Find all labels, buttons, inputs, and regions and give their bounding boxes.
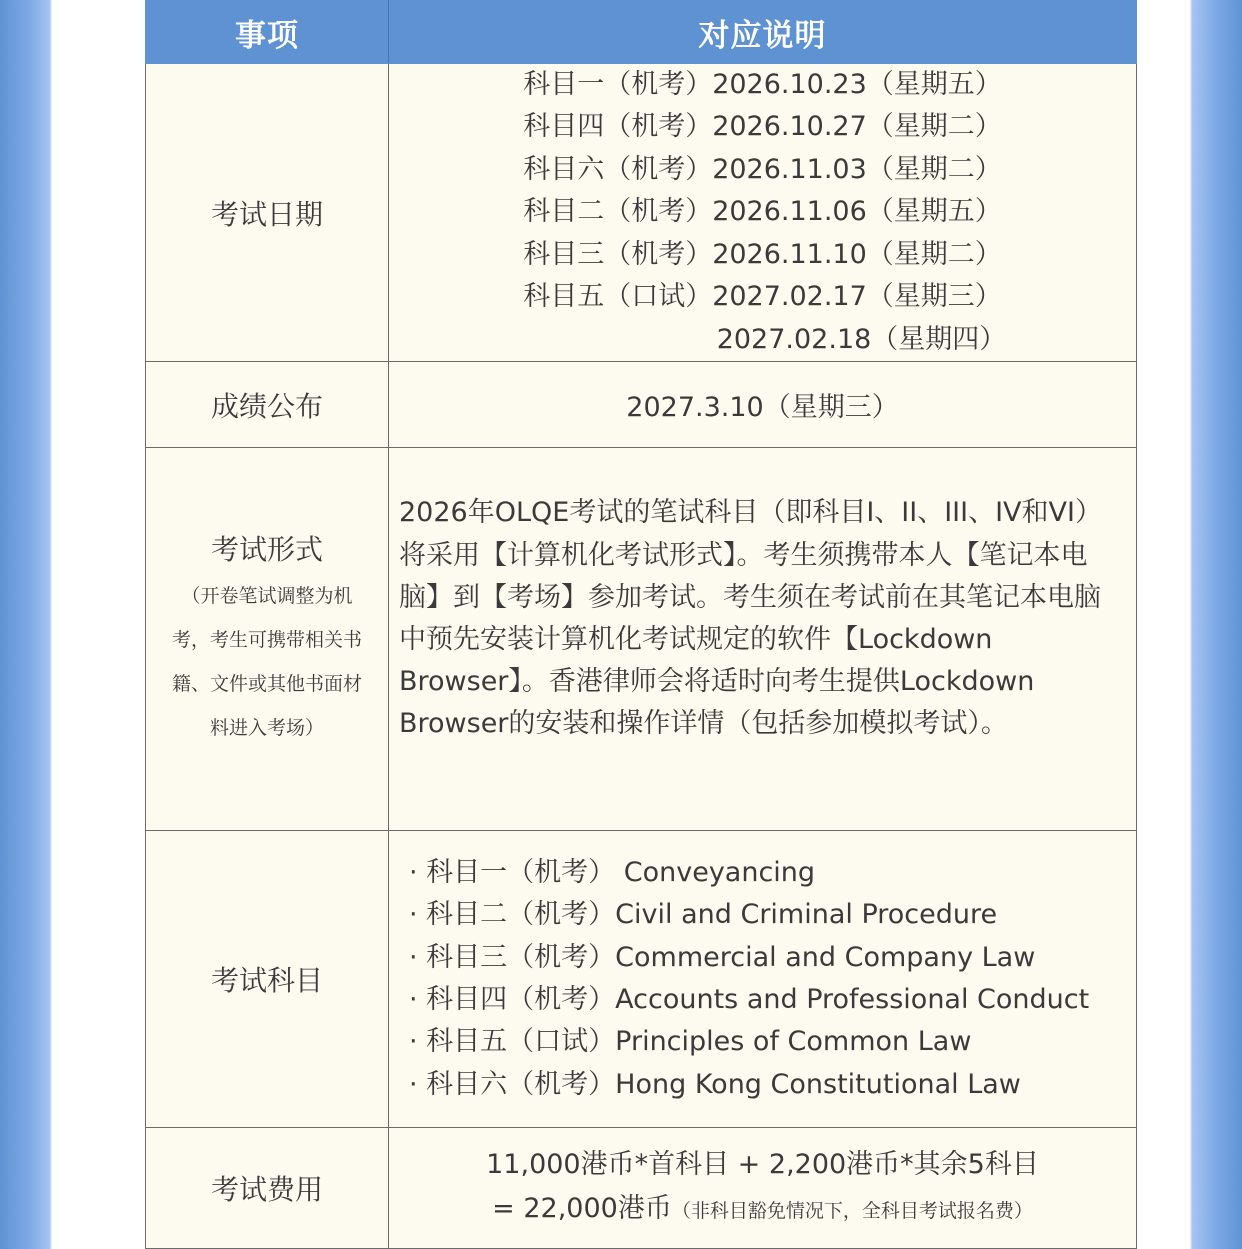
table-row-format [146, 448, 1137, 831]
table-row-fee [146, 1128, 1137, 1249]
fee-line-1: 11,000港币*首科目 + 2,200港币*其余5科目 [486, 1149, 1039, 1180]
table-row-results [146, 362, 1137, 448]
header-description: 对应说明 [389, 1, 1137, 64]
subject-item: · 科目四（机考）Accounts and Professional Conduct [409, 984, 1090, 1015]
results-date: 2027.3.10（星期三） [389, 362, 1137, 448]
label-fee: 考试费用 [146, 1128, 389, 1249]
format-note-line: 考，考生可携带相关书 [171, 629, 362, 651]
label-format-cell [146, 448, 389, 831]
exam-date-list [389, 64, 1137, 362]
exam-date-line: 科目一（机考）2026.10.23（星期五） [523, 69, 1002, 101]
exam-date-line: 科目六（机考）2026.11.03（星期二） [523, 153, 1002, 185]
exam-date-line: 2027.02.18（星期四） [716, 323, 1007, 355]
label-results: 成绩公布 [146, 362, 389, 448]
label-exam-date: 考试日期 [146, 64, 389, 362]
format-note-line: 籍、文件或其他书面材 [171, 673, 362, 695]
format-description-cell [389, 448, 1137, 831]
fee-description [389, 1128, 1137, 1249]
header-item: 事项 [146, 1, 389, 64]
subject-item: · 科目五（口试）Principles of Common Law [409, 1026, 972, 1058]
subject-item: · 科目三（机考）Commercial and Company Law [409, 941, 1036, 973]
subject-item: · 科目一（机考） Conveyancing [409, 856, 816, 888]
label-format: 考试形式 [210, 533, 323, 566]
fee-note: （非科目豁免情况下，全科目考试报名费） [671, 1200, 1033, 1222]
fee-line-2 [389, 1187, 1136, 1233]
fee-total: = 22,000港币 [492, 1193, 672, 1224]
table-header-row [146, 1, 1137, 64]
exam-date-line: 科目四（机考）2026.10.27（星期二） [523, 111, 1002, 143]
subject-item: · 科目二（机考）Civil and Criminal Procedure [409, 899, 998, 931]
format-note-line: 料进入考场） [209, 717, 324, 739]
subjects-list [389, 831, 1137, 1128]
exam-date-line: 科目二（机考）2026.11.06（星期五） [523, 196, 1002, 228]
table-row-exam-date [146, 64, 1137, 362]
format-description: 2026年OLQE考试的笔试科目（即科目I、II、III、IV和VI）将采用【计算机化考试形式】。考生须携带本人【笔记本电脑】到【考场】参加考试。考生须在考试前在其笔记本电脑中预先安装计算机化考试规定的软件【Lockdown Browser】。香港律师会将适时向考生提供Lockdown Browser的安装和操作详情（包括参加模拟考试）。 [399, 497, 1102, 740]
exam-info-table [145, 0, 1137, 1249]
exam-date-line: 科目三（机考）2026.11.10（星期二） [523, 238, 1002, 270]
table-row-subjects [146, 831, 1137, 1128]
label-subjects: 考试科目 [146, 831, 389, 1128]
exam-date-line: 科目五（口试）2027.02.17（星期三） [523, 281, 1002, 313]
subject-item: · 科目六（机考）Hong Kong Constitutional Law [409, 1068, 1021, 1100]
format-note-line: （开卷笔试调整为机 [181, 585, 353, 607]
